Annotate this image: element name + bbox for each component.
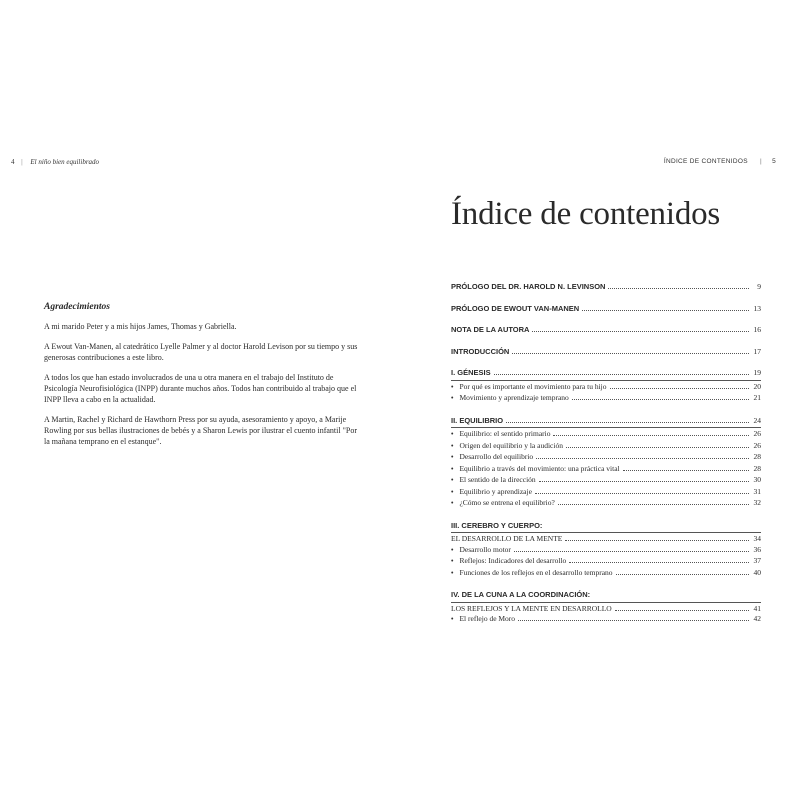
bullet-icon: •: [451, 616, 454, 623]
acknowledgements: [44, 302, 364, 456]
toc-entry-label: El sentido de la dirección: [459, 475, 536, 484]
toc-subentry[interactable]: [451, 487, 761, 499]
running-head-right: [664, 158, 776, 165]
dot-leader: [494, 374, 749, 375]
toc-entry-page: 31: [753, 486, 761, 496]
toc-entry[interactable]: [451, 304, 761, 315]
toc-entry-page: 24: [753, 415, 761, 425]
running-head-separator: |: [21, 158, 23, 166]
dot-leader: [615, 610, 749, 611]
toc-entry-label: Equilibrio y aprendizaje: [459, 486, 532, 496]
dot-leader: [610, 388, 749, 389]
dot-leader: [514, 551, 749, 552]
page-number-right: 5: [772, 158, 776, 165]
dot-leader: [569, 562, 749, 563]
toc-entry[interactable]: [451, 325, 761, 336]
toc-chapter-cuna: [451, 590, 761, 626]
dot-leader: [532, 331, 749, 332]
toc-entry-label: Origen del equilibrio y la audición: [459, 440, 563, 450]
toc-subentry[interactable]: [451, 545, 761, 557]
toc-entry-page: 42: [753, 614, 761, 623]
toc-subentry[interactable]: [451, 441, 761, 453]
dot-leader: [616, 574, 749, 575]
dot-leader: [558, 504, 749, 505]
bullet-icon: •: [451, 477, 454, 484]
dot-leader: [565, 540, 749, 541]
toc-entry[interactable]: [451, 604, 761, 615]
bullet-icon: •: [451, 395, 454, 402]
dot-leader: [553, 435, 749, 436]
running-head-left: [11, 158, 99, 166]
toc-entry-page: 9: [757, 282, 761, 291]
toc-entry-page: 30: [753, 475, 761, 484]
dot-leader: [536, 458, 749, 459]
bullet-icon: •: [451, 431, 454, 438]
toc-entry-page: 21: [753, 393, 761, 402]
dot-leader: [518, 620, 749, 621]
dot-leader: [506, 422, 749, 423]
bullet-icon: •: [451, 558, 454, 565]
toc-entry-label: PRÓLOGO DEL DR. HAROLD N. LEVINSON: [451, 282, 606, 291]
toc-subentry[interactable]: [451, 393, 761, 405]
toc-entry[interactable]: [451, 282, 761, 293]
right-page: [400, 0, 800, 800]
acknowledgements-paragraph: A todos los que han estado involucrados de una u otra manera en el trabajo del Instituto de Psicología Neurofisiológica (INPP) durante muchos años. Todos han contribuido al trabajo que el INPP lleva a cabo en la actualidad.: [44, 373, 357, 404]
bullet-icon: •: [451, 383, 454, 391]
toc-entry[interactable]: [451, 368, 761, 379]
toc-entry[interactable]: [451, 347, 761, 358]
toc-entry-page: 36: [753, 544, 761, 554]
bullet-icon: •: [451, 546, 454, 554]
toc-entry-label: Desarrollo del equilibrio: [459, 452, 534, 461]
toc-entry-label: Desarrollo motor: [459, 544, 511, 554]
toc-entry-label: Por qué es importante el movimiento para tu hijo: [459, 381, 607, 391]
toc-entry-label: Movimiento y aprendizaje temprano: [459, 393, 569, 402]
acknowledgements-heading: Agradecimientos: [44, 302, 110, 312]
toc-entry-label: Equilibrio: el sentido primario: [459, 429, 551, 438]
bullet-icon: •: [451, 488, 454, 496]
toc-entry-page: 26: [753, 429, 761, 438]
toc-entry-label: ¿Cómo se entrena el equilibrio?: [459, 498, 555, 507]
running-head-title: ÍNDICE DE CONTENIDOS: [663, 158, 748, 165]
toc-section: [451, 304, 761, 315]
toc-entry-page: 19: [753, 368, 761, 377]
toc-entry-label: PRÓLOGO DE EWOUT VAN-MANEN: [451, 303, 580, 313]
bullet-icon: •: [451, 569, 454, 577]
dot-leader: [512, 353, 749, 354]
toc-entry-page: 28: [753, 463, 761, 473]
toc-subentry[interactable]: [451, 429, 761, 441]
toc-entry[interactable]: [451, 534, 761, 545]
book-title: El niño bien equilibrado: [30, 158, 100, 166]
toc-chapter-heading: III. CEREBRO Y CUERPO:: [451, 520, 543, 530]
chapter-rule: [451, 427, 761, 428]
toc-subentry[interactable]: [451, 568, 761, 580]
dot-leader: [623, 470, 749, 471]
bullet-icon: •: [451, 465, 454, 473]
toc-section: [451, 282, 761, 293]
toc-entry-page: 20: [753, 381, 761, 391]
table-of-contents: [451, 282, 761, 637]
acknowledgements-paragraph: A Martin, Rachel y Richard de Hawthorn Press por su ayuda, asesoramiento y apoyo, a Marije Rowling por sus bellas ilustraciones de bebés y a Sharon Lewis por ilustrar el cuento infantil "Por la mañana temprano en el estanque".: [44, 415, 357, 446]
bullet-icon: •: [451, 500, 454, 507]
toc-section: [451, 347, 761, 358]
toc-entry-label: LOS REFLEJOS Y LA MENTE EN DESARROLLO: [451, 603, 612, 613]
bullet-icon: •: [451, 442, 454, 450]
toc-entry-label: I. GÉNESIS: [451, 368, 491, 377]
dot-leader: [608, 288, 749, 289]
toc-entry[interactable]: [451, 416, 761, 427]
toc-subentry[interactable]: [451, 556, 761, 568]
toc-section: [451, 325, 761, 336]
toc-chapter-heading: IV. DE LA CUNA A LA COORDINACIÓN:: [451, 590, 591, 599]
page-number-left: 4: [11, 158, 15, 166]
dot-leader: [566, 447, 749, 448]
acknowledgements-paragraph: A Ewout Van-Manen, al catedrático Lyelle Palmer y al doctor Harold Levison por su tiempo y sus generosas contribuciones a este libro.: [44, 342, 358, 362]
toc-entry-page: 17: [753, 346, 761, 356]
toc-chapter-equilibrio: [451, 416, 761, 510]
toc-chapter-cerebro: [451, 521, 761, 580]
toc-subentry[interactable]: [451, 498, 761, 510]
toc-entry-label: Funciones de los reflejos en el desarrollo temprano: [459, 567, 613, 577]
toc-entry-page: 40: [753, 567, 761, 577]
dot-leader: [582, 310, 749, 311]
toc-entry-label: Equilibrio a través del movimiento: una práctica vital: [459, 463, 620, 473]
toc-entry-label: II. EQUILIBRIO: [451, 415, 504, 425]
toc-subentry[interactable]: [451, 382, 761, 394]
toc-subentry[interactable]: [451, 614, 761, 626]
toc-entry-page: 28: [753, 452, 761, 461]
toc-chapter-genesis: [451, 368, 761, 405]
toc-entry-label: NOTA DE LA AUTORA: [451, 325, 530, 334]
toc-subentry[interactable]: [451, 464, 761, 476]
toc-title: Índice de contenidos: [451, 196, 721, 232]
toc-subentry[interactable]: [451, 475, 761, 487]
toc-entry-page: 16: [753, 325, 761, 334]
toc-entry-page: 41: [753, 603, 761, 613]
toc-entry-page: 34: [753, 534, 761, 543]
toc-entry-page: 13: [753, 303, 761, 313]
chapter-rule: [451, 380, 761, 381]
chapter-rule: [451, 602, 761, 603]
acknowledgements-paragraph: A mi marido Peter y a mis hijos James, Thomas y Gabriella.: [44, 322, 237, 331]
toc-subentry[interactable]: [451, 452, 761, 464]
toc-entry-page: 37: [753, 556, 761, 565]
toc-entry-page: 32: [753, 498, 761, 507]
bullet-icon: •: [451, 454, 454, 461]
toc-entry-label: INTRODUCCIÓN: [451, 346, 510, 356]
chapter-rule: [451, 532, 761, 533]
toc-entry-label: EL DESARROLLO DE LA MENTE: [451, 534, 563, 543]
toc-entry-label: Reflejos: Indicadores del desarrollo: [459, 556, 567, 565]
dot-leader: [539, 481, 749, 482]
dot-leader: [535, 493, 749, 494]
toc-entry-label: El reflejo de Moro: [459, 614, 516, 623]
dot-leader: [572, 399, 749, 400]
running-head-separator: |: [759, 158, 762, 165]
toc-entry-page: 26: [753, 440, 761, 450]
